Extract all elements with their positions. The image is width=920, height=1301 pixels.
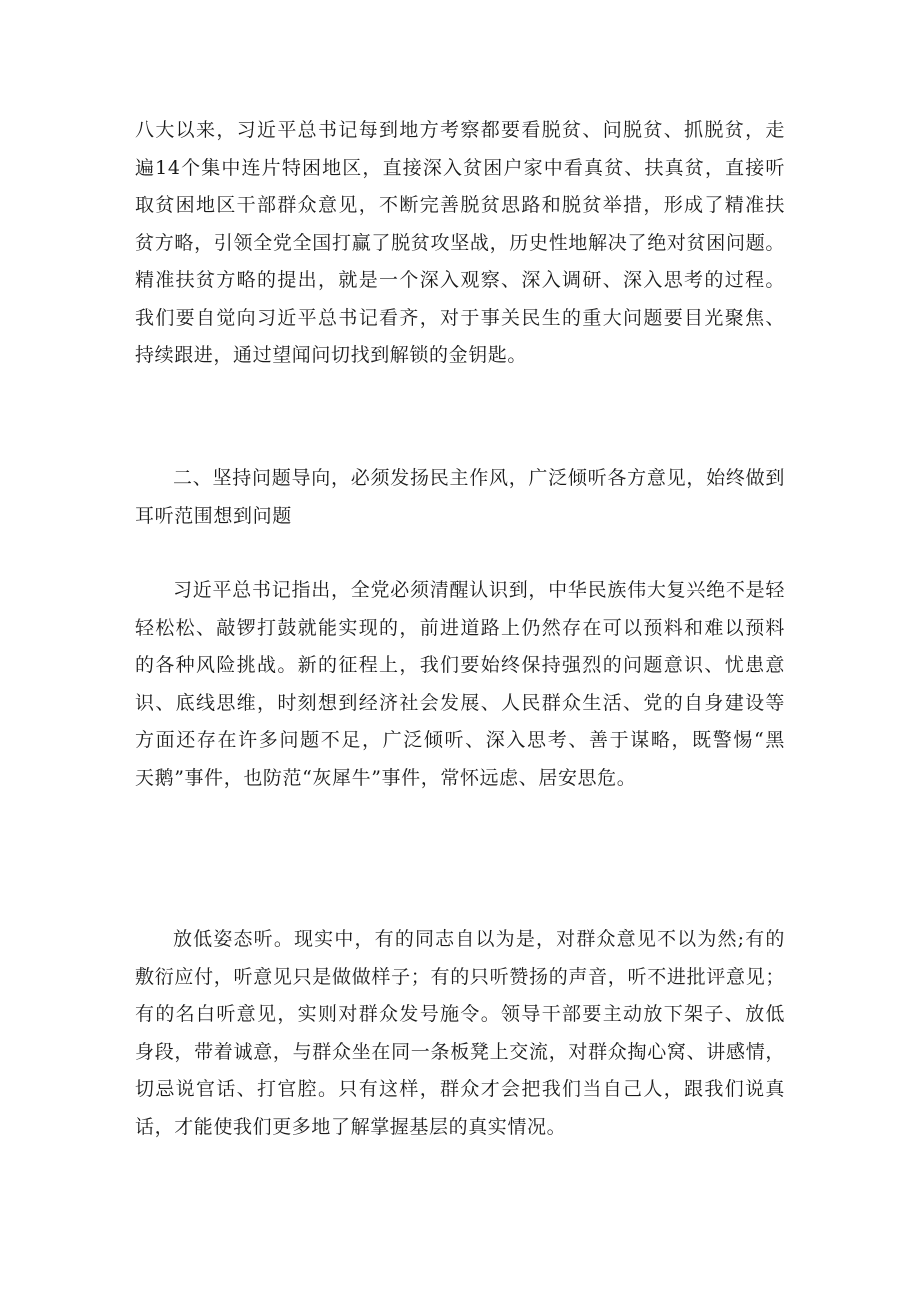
paragraph-line: 有的名白听意见，实则对群众发号施令。领导干部要主动放下架子、放低 [135,1003,785,1025]
paragraph-line: 放低姿态听。现实中，有的同志自以为是，对群众意见不以为然;有的 [173,928,785,950]
paragraph-line: 精准扶贫方略的提出，就是一个深入观察、深入调研、深入思考的过程。 [135,269,785,291]
paragraph-line: 敷衍应付，听意见只是做做样子；有的只听赞扬的声音，听不进批评意见； [135,965,785,988]
paragraph-line: 持续跟进，通过望闻问切找到解锁的金钥匙。 [135,344,528,366]
paragraph-line: 的各种风险挑战。新的征程上，我们要始终保持强烈的问题意识、忧患意 [135,654,785,676]
paragraph-2 [135,572,785,797]
paragraph-1 [135,112,785,375]
paragraph-line: 切忌说官话、打官腔。只有这样，群众才会把我们当自己人，跟我们说真 [135,1078,785,1100]
paragraph-line: 识、底线思维，时刻想到经济社会发展、人民群众生活、党的自身建设等 [135,691,785,714]
paragraph-line: 话，才能使我们更多地了解掌握基层的真实情况。 [135,1115,567,1138]
paragraph-line: 习近平总书记指出，全党必须清醒认识到，中华民族伟大复兴绝不是轻 [173,579,785,601]
paragraph-line: 身段，带着诚意，与群众坐在同一条板凳上交流，对群众掏心窝、讲感情， [135,1040,785,1063]
paragraph-3 [135,921,785,1146]
heading-line: 二、坚持问题导向，必须发扬民主作风，广泛倾听各方意见，始终做到 [173,467,785,489]
paragraph-line: 取贫困地区干部群众意见，不断完善脱贫思路和脱贫举措，形成了精准扶 [135,194,785,216]
paragraph-line: 我们要自觉向习近平总书记看齐，对于事关民生的重大问题要目光聚焦、 [135,306,785,329]
paragraph-line: 八大以来，习近平总书记每到地方考察都要看脱贫、问脱贫、抓脱贫，走 [135,119,785,141]
paragraph-line: 天鹅”事件，也防范“灰犀牛”事件，常怀远虑、居安思危。 [135,766,637,789]
heading-line: 耳听范围想到问题 [135,504,292,527]
section-heading [135,460,785,535]
paragraph-line: 遍14个集中连片特困地区，直接深入贫困户家中看真贫、扶真贫，直接听 [135,156,785,179]
paragraph-line: 轻松松、敲锣打鼓就能实现的，前进道路上仍然存在可以预料和难以预料 [135,616,785,639]
paragraph-line: 贫方略，引领全党全国打赢了脱贫攻坚战，历史性地解决了绝对贫困问题。 [135,231,785,254]
paragraph-line: 方面还存在许多问题不足，广泛倾听、深入思考、善于谋略，既警惕“黑 [135,729,785,751]
